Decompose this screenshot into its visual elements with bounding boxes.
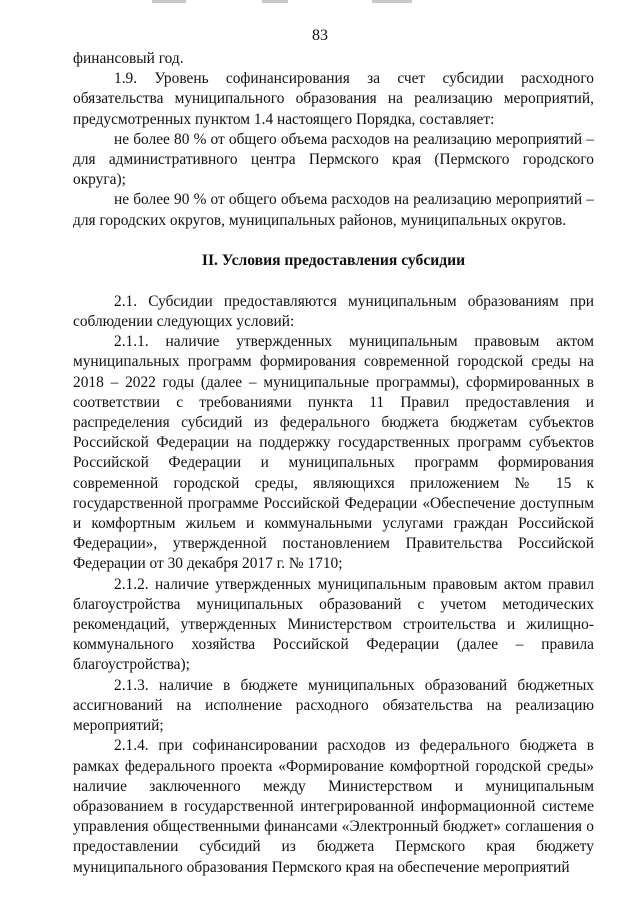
paragraph-1-9: 1.9. Уровень софинансирования за счет субсидии расходного обязательства муниципального образования на реализацию мероприятий, предусмотренных пунктом 1.4 настоящего Порядка, составляет:: [73, 70, 594, 128]
scan-mark: [262, 0, 288, 3]
section-heading: II. Условия предоставления субсидии: [201, 251, 466, 269]
paragraph-2-1-2: 2.1.2. наличие утвержденных муниципальным правовым актом правил благоустройства муниципальных образований с учетом методических рекомендаций, утвержденных Министерством строительства и жилищно-коммунального хозяйства Российской Федерации (далее – правила благоустройства);: [73, 575, 594, 674]
paragraph-2-1-4: 2.1.4. при софинансировании расходов из федерального бюджета в рамках федерального проекта «Формирование комфортной городской среды» наличие заключенного между Министерством и муниципальным образованием в государственной интегрированной информационной системе управления общественными финансами «Электронный бюджет» соглашения о предоставлении субсидий из бюджета Пермского края бюджету муниципального образования Пермского края на обеспечение мероприятий: [73, 737, 594, 876]
document-body: [73, 49, 594, 878]
scan-mark: [372, 0, 412, 3]
paragraph-2-1-3: 2.1.3. наличие в бюджете муниципальных образований бюджетных ассигнований на исполнение расходного обязательства на реализацию мероприятий;: [73, 676, 594, 735]
page-number: 83: [312, 27, 328, 44]
scan-edge-marks: [0, 0, 640, 8]
paragraph-2-1-1: 2.1.1. наличие утвержденных муниципальным правовым актом муниципальных программ формирования современной городской среды на 2018 – 2022 годы (далее – муниципальные программы), сформированных в соответствии с требованиями пункта 11 Правил предоставления и распределения субсидий из федерального бюджета бюджетам субъектов Российской Федерации на поддержку государственных программ субъектов Российской Федерации и муниципальных программ формирования современной городской среды, являющихся приложением № 15 к государственной программе Российской Федерации «Обеспечение доступным и комфортным жильем и коммунальными услугами граждан Российской Федерации», утвержденной постановлением Правительства Российской Федерации от 30 декабря 2017 г. № 1710;: [73, 333, 594, 573]
paragraph-continuation: финансовый год.: [73, 50, 184, 67]
scan-mark: [152, 0, 186, 3]
paragraph-2-1: 2.1. Субсидии предоставляются муниципальным образованиям при соблюдении следующих условий:: [73, 292, 594, 331]
paragraph-80-percent: не более 80 % от общего объема расходов на реализацию мероприятий – для административного центра Пермского края (Пермского городского округа);: [73, 130, 594, 189]
paragraph-90-percent: не более 90 % от общего объема расходов на реализацию мероприятий – для городских округов, муниципальных районов, муниципальных округов.: [73, 191, 594, 229]
